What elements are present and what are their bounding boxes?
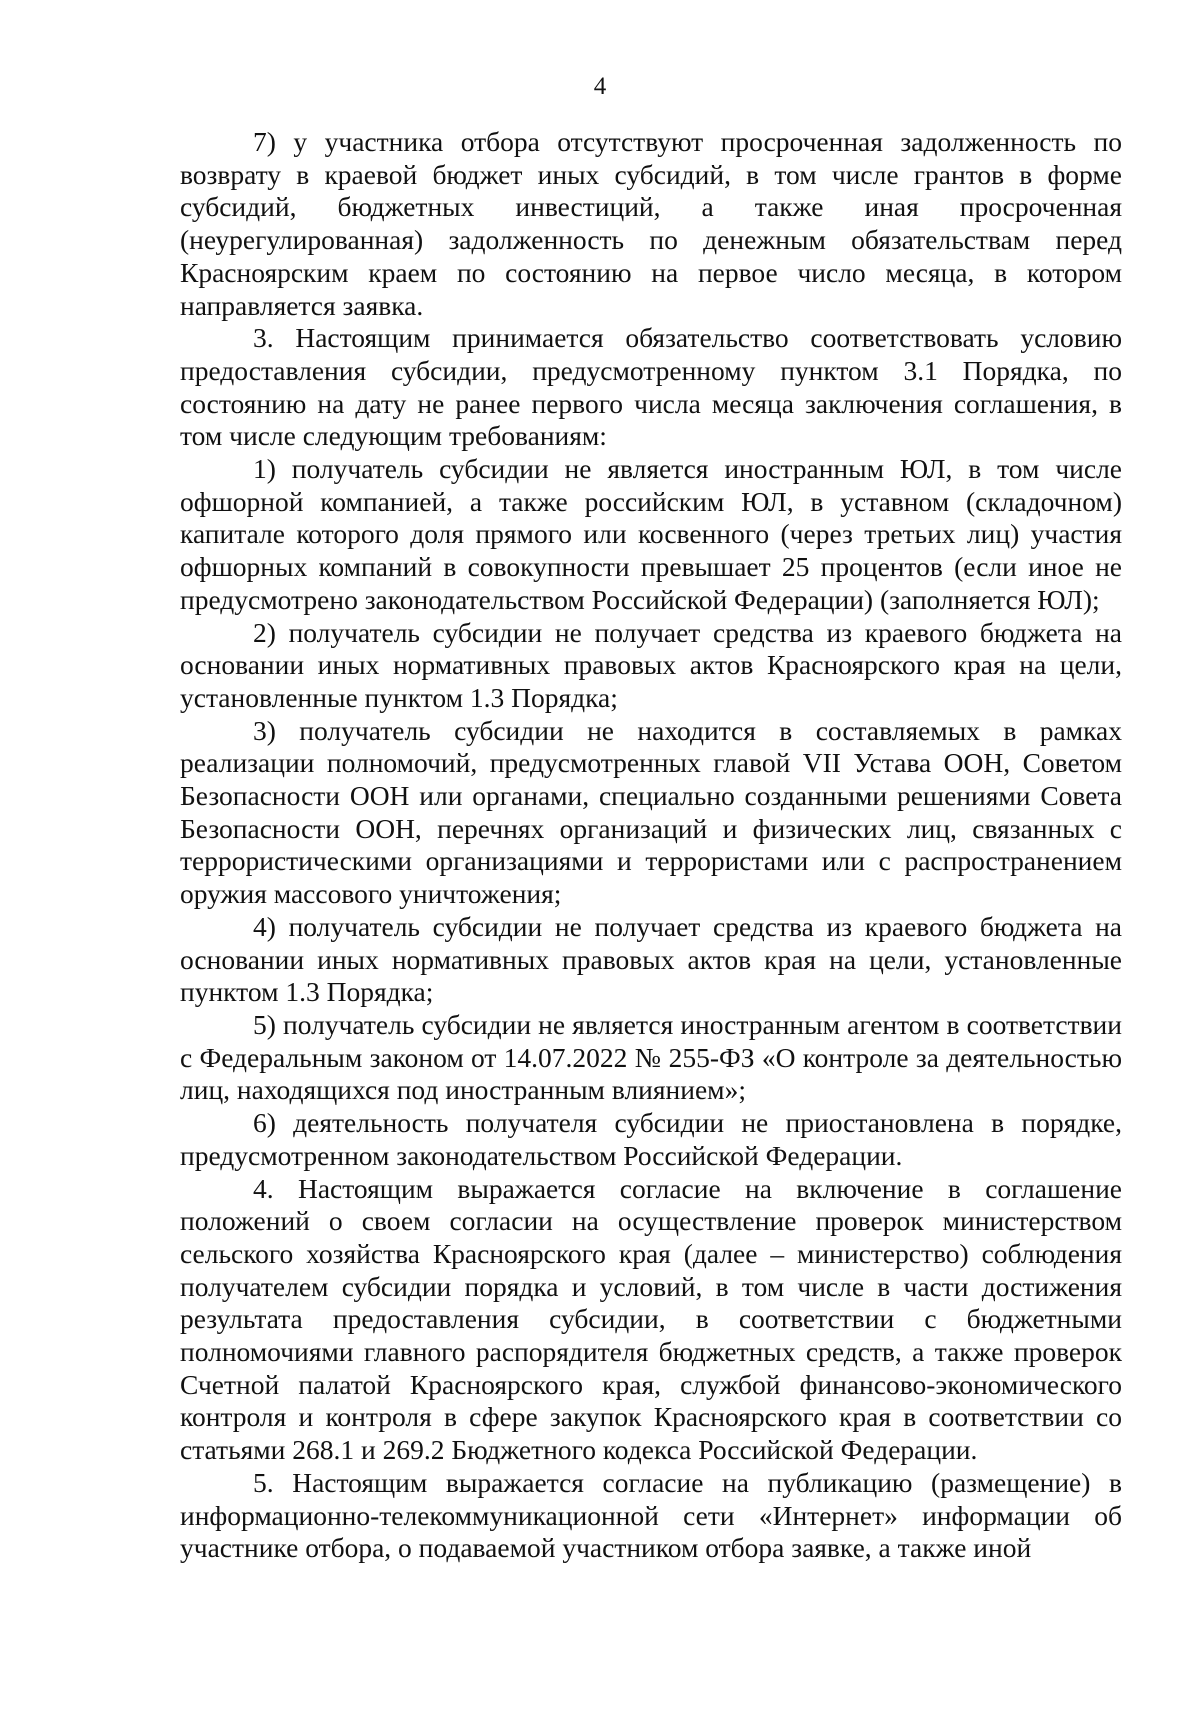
paragraph-requirement-1: 1) получатель субсидии не является иностранным ЮЛ, в том числе офшорной компанией, а также российским ЮЛ, в уставном (складочном) капитале которого доля прямого или косвенного (через третьих лиц) участия офшорных компаний в совокупности превышает 25 процентов (если иное не предусмотрено законодательством Российской Федерации) (заполняется ЮЛ); xyxy=(180,453,1122,615)
paragraph-requirement-2: 2) получатель субсидии не получает средства из краевого бюджета на основании иных нормативных правовых актов Красноярского края на цели, установленные пунктом 1.3 Порядка; xyxy=(180,616,1122,713)
paragraph-requirement-6: 6) деятельность получателя субсидии не приостановлена в порядке, предусмотренном законодательством Российской Федерации. xyxy=(180,1107,1122,1171)
paragraph-section-4: 4. Настоящим выражается согласие на включение в соглашение положений о своем согласии на осуществление проверок министерством сельского хозяйства Красноярского края (далее – министерство) соблюдения получателем субсидии порядка и условий, в том числе в части достижения результата предоставления субсидии, в соответствии с бюджетными полномочиями главного распорядителя бюджетных средств, а также проверок Счетной палатой Красноярского края, службой финансово-экономического контроля и контроля в сфере закупок Красноярского края в соответствии со статьями 268.1 и 269.2 Бюджетного кодекса Российской Федерации. xyxy=(180,1172,1122,1466)
paragraph-section-3: 3. Настоящим принимается обязательство соответствовать условию предоставления субсидии, предусмотренному пунктом 3.1 Порядка, по состоянию на дату не ранее первого числа месяца заключения соглашения, в том числе следующим требованиям: xyxy=(180,322,1122,452)
page-number: 4 xyxy=(593,73,607,100)
paragraph-item-7: 7) у участника отбора отсутствуют просроченная задолженность по возврату в краевой бюджет иных субсидий, в том числе грантов в форме субсидий, бюджетных инвестиций, а также иная просроченная (неурегулированная) задолженность по денежным обязательствам перед Красноярским краем по состоянию на первое число месяца, в котором направляется заявка. xyxy=(180,126,1122,321)
paragraph-requirement-3: 3) получатель субсидии не находится в составляемых в рамках реализации полномочий, предусмотренных главой VII Устава ООН, Советом Безопасности ООН или органами, специально созданными решениями Совета Безопасности ООН, перечнях организаций и физических лиц, связанных с террористическими организациями и террористами или с распространением оружия массового уничтожения; xyxy=(180,714,1122,910)
paragraph-section-5: 5. Настоящим выражается согласие на публикацию (размещение) в информационно-телекоммуникационной сети «Интернет» информации об участнике отбора, о подаваемой участником отбора заявке, а также иной xyxy=(180,1466,1122,1564)
document-body xyxy=(180,126,1122,1565)
paragraph-requirement-5: 5) получатель субсидии не является иностранным агентом в соответствии с Федеральным законом от 14.07.2022 № 255-ФЗ «О контроле за деятельностью лиц, находящихся под иностранным влиянием»; xyxy=(180,1008,1122,1106)
paragraph-requirement-4: 4) получатель субсидии не получает средства из краевого бюджета на основании иных нормативных правовых актов края на цели, установленные пунктом 1.3 Порядка; xyxy=(180,910,1122,1008)
